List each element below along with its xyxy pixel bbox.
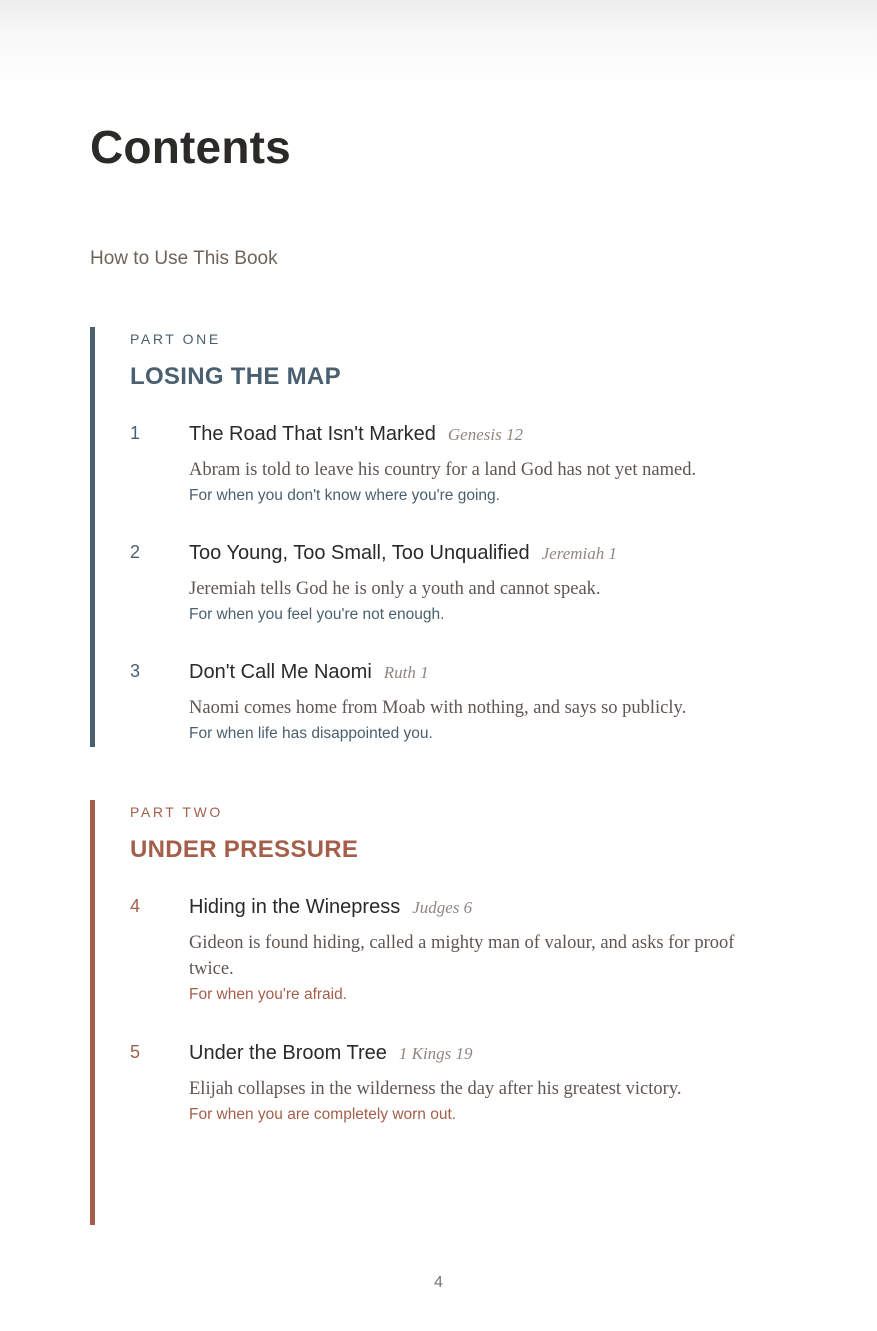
- chapter-note: For when life has disappointed you.: [189, 725, 433, 742]
- scripture-reference: Jeremiah 1: [541, 544, 617, 563]
- chapter-title[interactable]: Don't Call Me Naomi: [189, 661, 372, 683]
- part-title[interactable]: LOSING THE MAP: [130, 363, 341, 390]
- page-number: 4: [434, 1274, 443, 1291]
- chapter-note: For when you feel you're not enough.: [189, 606, 445, 623]
- chapter-description: Gideon is found hiding, called a mighty man of valour, and asks for proof twice.: [189, 933, 735, 979]
- chapter-description: Jeremiah tells God he is only a youth and cannot speak.: [189, 579, 601, 599]
- part-one-section: [90, 327, 815, 747]
- chapter-number: 4: [130, 896, 141, 916]
- chapter-number: 1: [130, 423, 141, 443]
- chapter-title[interactable]: Under the Broom Tree: [189, 1042, 387, 1064]
- scripture-reference: 1 Kings 19: [398, 1044, 473, 1063]
- chapter-number: 2: [130, 542, 141, 562]
- chapter-title[interactable]: Too Young, Too Small, Too Unqualified: [189, 542, 530, 564]
- chapter-description: Naomi comes home from Moab with nothing, and says so publicly.: [189, 698, 687, 718]
- scripture-reference: Judges 6: [412, 898, 473, 917]
- chapter-note: For when you are completely worn out.: [189, 1106, 457, 1123]
- part-two-section: [90, 800, 815, 1225]
- chapter-title[interactable]: The Road That Isn't Marked: [189, 423, 436, 445]
- top-shade: [0, 0, 877, 90]
- chapter-description: Elijah collapses in the wilderness the day after his greatest victory.: [189, 1079, 682, 1099]
- chapter-number: 5: [130, 1042, 141, 1062]
- part-label: PART TWO: [130, 804, 223, 820]
- chapter-number: 3: [130, 661, 141, 681]
- chapter-description: Abram is told to leave his country for a land God has not yet named.: [189, 460, 697, 480]
- scripture-reference: Ruth 1: [383, 663, 429, 682]
- chapter-title[interactable]: Hiding in the Winepress: [189, 896, 401, 918]
- scripture-reference: Genesis 12: [447, 425, 523, 444]
- part-label: PART ONE: [130, 331, 221, 347]
- part-title[interactable]: UNDER PRESSURE: [130, 836, 359, 863]
- chapter-note: For when you don't know where you're going.: [189, 487, 500, 504]
- page-title: Contents: [90, 121, 291, 173]
- chapter-note: For when you're afraid.: [189, 986, 348, 1003]
- toc-entry-how-to-use[interactable]: How to Use This Book: [90, 248, 278, 269]
